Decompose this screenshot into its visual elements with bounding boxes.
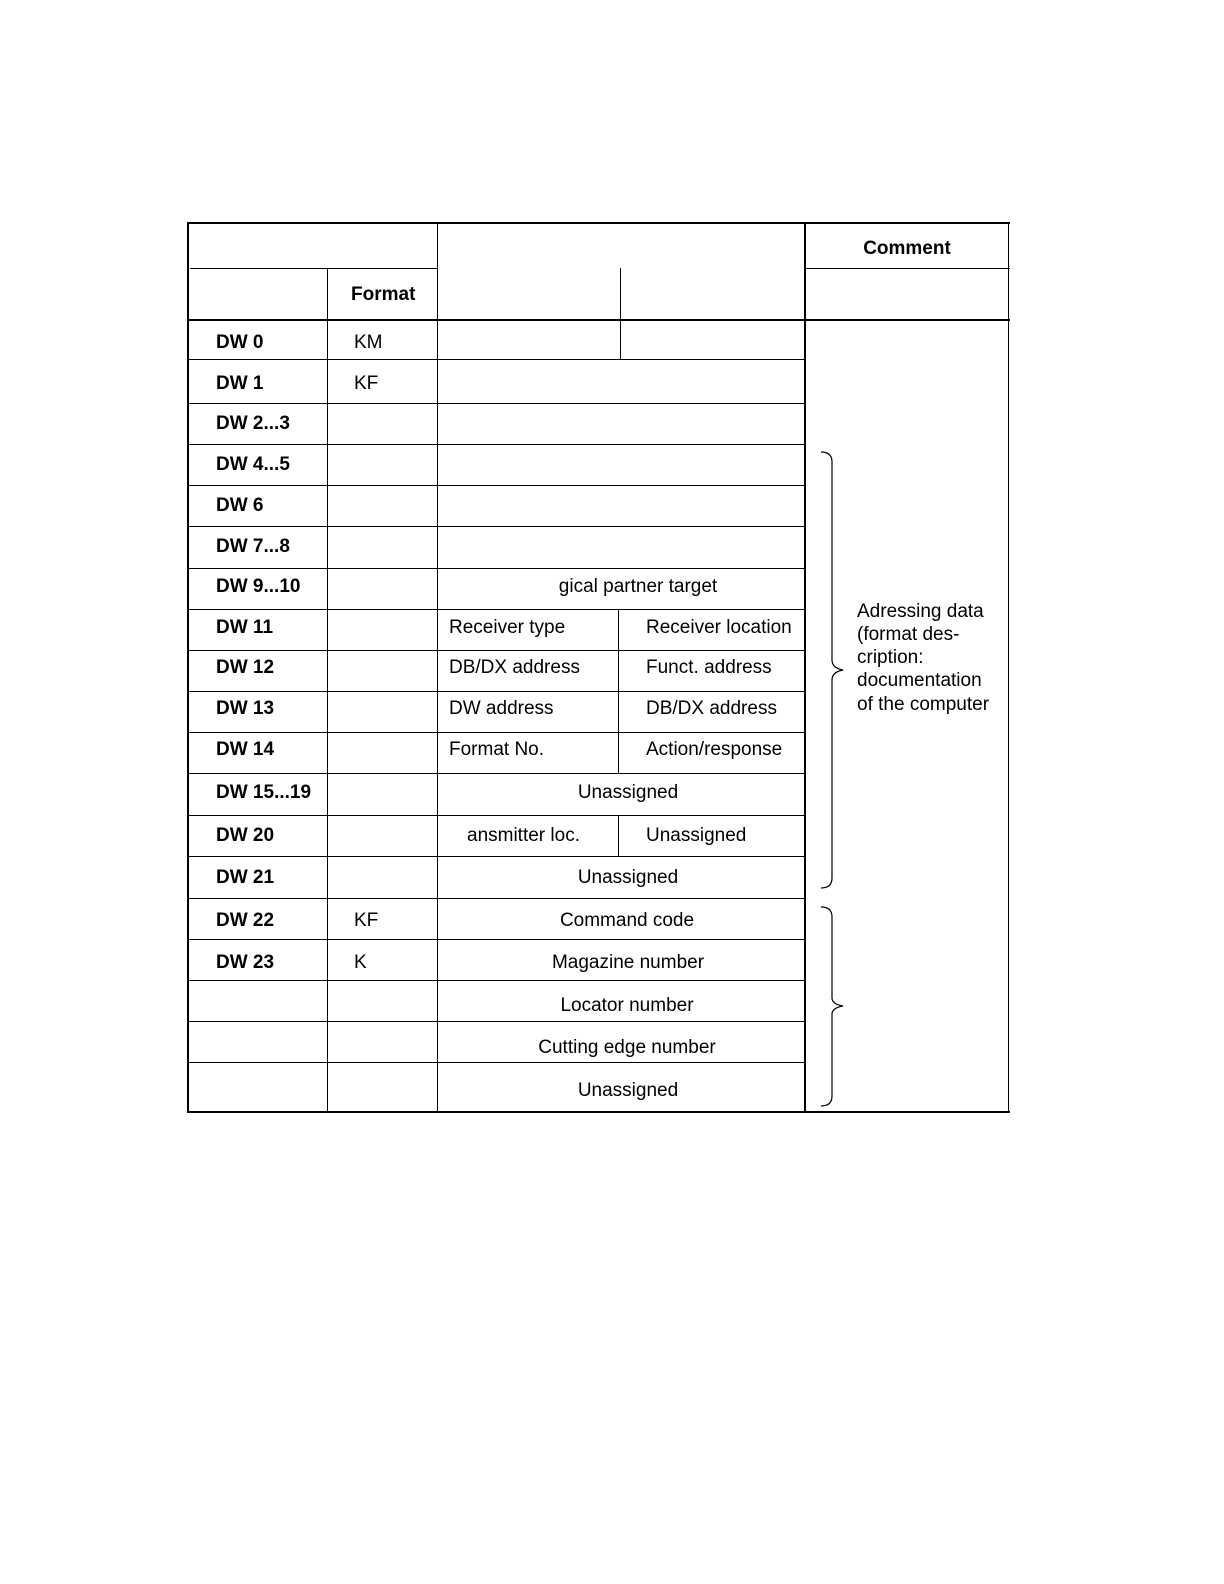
content-cell: Unassigned [577, 867, 679, 888]
dw-label: DW 12 [216, 657, 275, 678]
dw-label: DW 1 [216, 373, 264, 394]
content-cell-right: Action/response [646, 739, 783, 760]
dw-label: DW 23 [216, 952, 275, 973]
dw-label: DW 14 [216, 739, 275, 760]
brace-addressing [821, 452, 843, 888]
dw-label: DW 9...10 [216, 576, 301, 597]
content-cell-left: Receiver type [449, 617, 566, 638]
dw-label: DW 11 [216, 617, 274, 638]
content-cell-right: Unassigned [646, 825, 747, 846]
content-cell-right: DB/DX address [646, 698, 777, 719]
comment-line: (format des- [857, 624, 960, 645]
brace-tool-data [821, 907, 843, 1106]
comment-line: documentation [857, 670, 982, 691]
format-header: Format [351, 284, 416, 305]
dw-label: DW 4...5 [216, 454, 290, 475]
content-cell-left: Format No. [449, 739, 545, 760]
comment-line: cription: [857, 647, 924, 668]
content-cell-left: DB/DX address [449, 657, 580, 678]
dw-label: DW 7...8 [216, 536, 290, 557]
content-cell: Unassigned [577, 1080, 679, 1101]
content-cell-right: Receiver location [646, 617, 792, 638]
content-cell-left: ansmitter loc. [467, 825, 580, 846]
content-cell: Magazine number [551, 952, 705, 973]
content-cell: Cutting edge number [538, 1037, 716, 1058]
format-value: KM [354, 332, 383, 353]
dw-label: DW 2...3 [216, 413, 290, 434]
content-cell: Command code [559, 910, 695, 931]
dw-label: DW 0 [216, 332, 264, 353]
format-value: KF [354, 910, 379, 931]
content-cell-right: Funct. address [646, 657, 772, 678]
content-cell: Locator number [560, 995, 694, 1016]
comment-header: Comment [863, 238, 951, 259]
comment-line: of the computer [857, 694, 990, 715]
dw-label: DW 6 [216, 495, 264, 516]
dw-label: DW 13 [216, 698, 275, 719]
dw-label: DW 21 [216, 867, 275, 888]
dw-label: DW 20 [216, 825, 275, 846]
content-cell: gical partner target [558, 576, 718, 597]
dw-label: DW 22 [216, 910, 275, 931]
content-cell-left: DW address [449, 698, 554, 719]
format-value: KF [354, 373, 379, 394]
dw-label: DW 15...19 [216, 782, 312, 803]
format-value: K [354, 952, 367, 973]
content-cell: Unassigned [577, 782, 679, 803]
comment-line: Adressing data [857, 601, 984, 622]
